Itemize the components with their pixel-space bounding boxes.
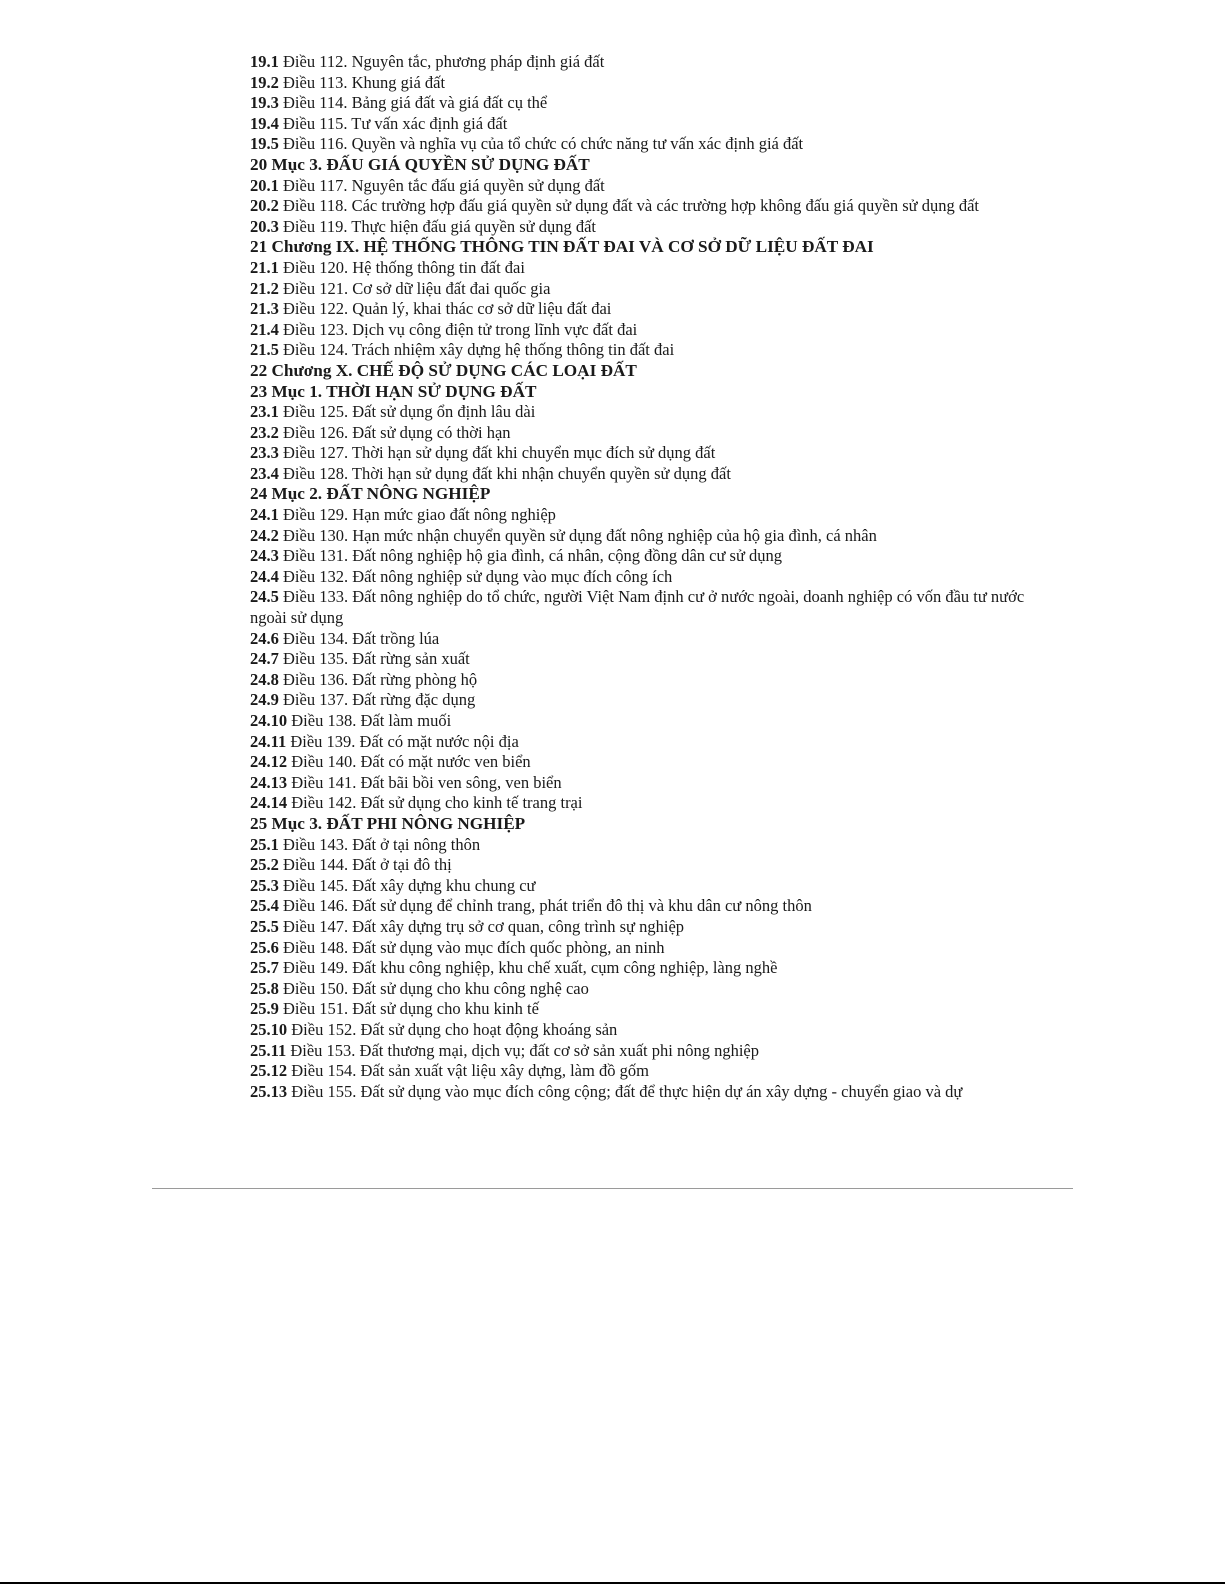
toc-entry[interactable] <box>250 1061 1040 1082</box>
toc-title: Điều 131. Đất nông nghiệp hộ gia đình, cá nhân, cộng đồng dân cư sử dụng <box>283 546 783 566</box>
toc-entry[interactable] <box>250 979 1040 1000</box>
toc-title: Điều 113. Khung giá đất <box>283 72 446 92</box>
toc-number: 20.1 <box>250 175 279 195</box>
table-of-contents <box>250 52 1040 1102</box>
toc-section-heading[interactable] <box>250 382 1040 403</box>
toc-number: 24.6 <box>250 628 279 648</box>
toc-number: 23.3 <box>250 443 279 463</box>
toc-title: Chương X. CHẾ ĐỘ SỬ DỤNG CÁC LOẠI ĐẤT <box>271 360 637 380</box>
toc-entry[interactable] <box>250 1041 1040 1062</box>
toc-number: 24.14 <box>250 793 288 813</box>
toc-title: Điều 132. Đất nông nghiệp sử dụng vào mục đích công ích <box>283 566 673 586</box>
toc-number: 25.5 <box>250 916 279 936</box>
toc-title: Mục 1. THỜI HẠN SỬ DỤNG ĐẤT <box>271 381 537 401</box>
toc-number: 24.3 <box>250 546 279 566</box>
toc-number: 25.2 <box>250 855 279 875</box>
toc-number: 25.1 <box>250 834 279 854</box>
toc-section-heading[interactable] <box>250 155 1040 176</box>
toc-number: 24.7 <box>250 649 279 669</box>
toc-number: 24.9 <box>250 690 279 710</box>
toc-entry[interactable] <box>250 526 1040 547</box>
toc-number: 21.3 <box>250 299 279 319</box>
toc-entry[interactable] <box>250 711 1040 732</box>
toc-entry[interactable] <box>250 567 1040 588</box>
toc-entry[interactable] <box>250 299 1040 320</box>
toc-entry[interactable] <box>250 176 1040 197</box>
toc-entry[interactable] <box>250 855 1040 876</box>
toc-title: Điều 140. Đất có mặt nước ven biển <box>291 752 531 772</box>
toc-title: Điều 146. Đất sử dụng để chỉnh trang, phát triển đô thị và khu dân cư nông thôn <box>283 896 812 916</box>
toc-title: Điều 136. Đất rừng phòng hộ <box>283 669 478 689</box>
toc-entry[interactable] <box>250 917 1040 938</box>
toc-title: Điều 114. Bảng giá đất và giá đất cụ thể <box>283 93 548 113</box>
toc-entry[interactable] <box>250 876 1040 897</box>
toc-title: Điều 153. Đất thương mại, dịch vụ; đất cơ sở sản xuất phi nông nghiệp <box>290 1040 759 1060</box>
toc-entry[interactable] <box>250 629 1040 650</box>
toc-number: 19.5 <box>250 134 279 154</box>
toc-number: 19.4 <box>250 113 279 133</box>
toc-number: 25.8 <box>250 978 279 998</box>
toc-number: 24.12 <box>250 752 288 772</box>
toc-title: Điều 128. Thời hạn sử dụng đất khi nhận chuyển quyền sử dụng đất <box>283 463 731 483</box>
toc-entry[interactable] <box>250 587 1040 628</box>
toc-title: Điều 133. Đất nông nghiệp do tổ chức, người Việt Nam định cư ở nước ngoài, doanh nghiệp có vốn đầu tư nước ngoài sử dụng <box>250 587 1025 628</box>
toc-title: Điều 137. Đất rừng đặc dụng <box>283 690 476 710</box>
toc-title: Điều 141. Đất bãi bồi ven sông, ven biển <box>291 772 562 792</box>
toc-entry[interactable] <box>250 402 1040 423</box>
toc-number: 21.5 <box>250 340 279 360</box>
toc-title: Chương IX. HỆ THỐNG THÔNG TIN ĐẤT ĐAI VÀ CƠ SỞ DỮ LIỆU ĐẤT ĐAI <box>271 237 874 257</box>
toc-title: Điều 124. Trách nhiệm xây dựng hệ thống thông tin đất đai <box>283 340 675 360</box>
toc-title: Điều 119. Thực hiện đấu giá quyền sử dụng đất <box>283 216 596 236</box>
toc-number: 24.13 <box>250 772 288 792</box>
toc-number: 25.7 <box>250 958 279 978</box>
toc-section-heading[interactable] <box>250 361 1040 382</box>
toc-number: 24.5 <box>250 587 279 607</box>
toc-number: 21 <box>250 237 268 257</box>
toc-entry[interactable] <box>250 320 1040 341</box>
toc-title: Điều 139. Đất có mặt nước nội địa <box>290 731 519 751</box>
toc-title: Điều 121. Cơ sở dữ liệu đất đai quốc gia <box>283 278 551 298</box>
toc-number: 25.13 <box>250 1081 288 1101</box>
toc-entry[interactable] <box>250 938 1040 959</box>
toc-number: 23.2 <box>250 422 279 442</box>
toc-title: Điều 150. Đất sử dụng cho khu công nghệ cao <box>283 978 589 998</box>
toc-title: Điều 115. Tư vấn xác định giá đất <box>283 113 508 133</box>
toc-title: Điều 148. Đất sử dụng vào mục đích quốc phòng, an ninh <box>283 937 665 957</box>
toc-title: Điều 155. Đất sử dụng vào mục đích công cộng; đất để thực hiện dự án xây dựng - chuyển giao và dự <box>291 1081 963 1101</box>
toc-title: Điều 134. Đất trồng lúa <box>283 628 440 648</box>
toc-title: Điều 147. Đất xây dựng trụ sở cơ quan, công trình sự nghiệp <box>283 916 685 936</box>
toc-entry[interactable] <box>250 690 1040 711</box>
toc-number: 19.1 <box>250 52 279 71</box>
toc-number: 21.2 <box>250 278 279 298</box>
toc-entry[interactable] <box>250 896 1040 917</box>
toc-entry[interactable] <box>250 340 1040 361</box>
toc-entry[interactable] <box>250 732 1040 753</box>
toc-entry[interactable] <box>250 505 1040 526</box>
toc-section-heading[interactable] <box>250 484 1040 505</box>
toc-entry[interactable] <box>250 217 1040 238</box>
page-divider <box>152 1188 1073 1189</box>
bottom-edge-line <box>0 1582 1225 1584</box>
toc-number: 20.2 <box>250 196 279 216</box>
toc-number: 24 <box>250 484 268 504</box>
toc-entry[interactable] <box>250 443 1040 464</box>
toc-entry[interactable] <box>250 773 1040 794</box>
toc-number: 25.6 <box>250 937 279 957</box>
toc-entry[interactable] <box>250 196 1040 217</box>
toc-section-heading[interactable] <box>250 814 1040 835</box>
toc-entry[interactable] <box>250 1020 1040 1041</box>
toc-title: Điều 122. Quản lý, khai thác cơ sở dữ liệu đất đai <box>283 299 612 319</box>
toc-number: 25.11 <box>250 1040 287 1060</box>
toc-entry[interactable] <box>250 999 1040 1020</box>
toc-number: 21.4 <box>250 319 279 339</box>
toc-title: Điều 138. Đất làm muối <box>291 711 452 730</box>
toc-title: Điều 116. Quyền và nghĩa vụ của tổ chức có chức năng tư vấn xác định giá đất <box>283 134 804 154</box>
toc-entry[interactable] <box>250 258 1040 279</box>
toc-title: Điều 151. Đất sử dụng cho khu kinh tế <box>283 999 539 1019</box>
toc-number: 20.3 <box>250 216 279 236</box>
toc-entry[interactable] <box>250 279 1040 300</box>
toc-entry[interactable] <box>250 464 1040 485</box>
toc-number: 19.2 <box>250 72 279 92</box>
toc-entry[interactable] <box>250 423 1040 444</box>
toc-number: 23 <box>250 381 268 401</box>
toc-entry[interactable] <box>250 52 1040 73</box>
toc-number: 25 <box>250 813 268 833</box>
toc-number: 21.1 <box>250 257 279 277</box>
toc-title: Điều 129. Hạn mức giao đất nông nghiệp <box>283 505 556 525</box>
toc-title: Điều 149. Đất khu công nghiệp, khu chế xuất, cụm công nghiệp, làng nghề <box>283 958 778 978</box>
toc-entry[interactable] <box>250 114 1040 135</box>
toc-title: Điều 135. Đất rừng sản xuất <box>283 649 470 669</box>
toc-section-heading[interactable] <box>250 237 1040 258</box>
toc-number: 25.12 <box>250 1061 288 1081</box>
toc-number: 24.4 <box>250 566 279 586</box>
toc-title: Điều 120. Hệ thống thông tin đất đai <box>283 257 525 277</box>
toc-number: 23.1 <box>250 402 279 422</box>
toc-title: Điều 142. Đất sử dụng cho kinh tế trang trại <box>291 793 583 813</box>
toc-number: 25.10 <box>250 1019 288 1039</box>
toc-title: Điều 117. Nguyên tắc đấu giá quyền sử dụng đất <box>283 175 605 195</box>
toc-number: 22 <box>250 360 268 380</box>
toc-number: 25.4 <box>250 896 279 916</box>
toc-number: 24.11 <box>250 731 287 751</box>
toc-number: 23.4 <box>250 463 279 483</box>
toc-number: 24.8 <box>250 669 279 689</box>
toc-title: Điều 130. Hạn mức nhận chuyển quyền sử dụng đất nông nghiệp của hộ gia đình, cá nhân <box>283 525 877 545</box>
toc-title: Điều 125. Đất sử dụng ổn định lâu dài <box>283 402 536 422</box>
toc-title: Mục 3. ĐẤT PHI NÔNG NGHIỆP <box>271 813 526 833</box>
toc-entry[interactable] <box>250 93 1040 114</box>
toc-number: 25.9 <box>250 999 279 1019</box>
toc-title: Điều 123. Dịch vụ công điện tử trong lĩnh vực đất đai <box>283 319 638 339</box>
toc-title: Điều 154. Đất sản xuất vật liệu xây dựng, làm đồ gốm <box>291 1061 649 1081</box>
toc-title: Điều 143. Đất ở tại nông thôn <box>283 834 481 854</box>
toc-entry[interactable] <box>250 793 1040 814</box>
toc-title: Điều 144. Đất ở tại đô thị <box>283 855 452 875</box>
toc-title: Điều 126. Đất sử dụng có thời hạn <box>283 422 511 442</box>
toc-entry[interactable] <box>250 752 1040 773</box>
toc-title: Điều 112. Nguyên tắc, phương pháp định giá đất <box>283 52 605 71</box>
toc-title: Mục 3. ĐẤU GIÁ QUYỀN SỬ DỤNG ĐẤT <box>271 154 590 174</box>
toc-entry[interactable] <box>250 649 1040 670</box>
toc-entry[interactable] <box>250 670 1040 691</box>
toc-title: Điều 152. Đất sử dụng cho hoạt động khoáng sản <box>291 1019 618 1039</box>
toc-entry[interactable] <box>250 134 1040 155</box>
toc-number: 24.1 <box>250 505 279 525</box>
toc-number: 20 <box>250 154 268 174</box>
toc-entry[interactable] <box>250 1082 1040 1103</box>
toc-title: Điều 118. Các trường hợp đấu giá quyền sử dụng đất và các trường hợp không đấu giá quyền sử dụng đất <box>283 196 980 216</box>
toc-number: 24.10 <box>250 711 288 730</box>
toc-entry[interactable] <box>250 958 1040 979</box>
toc-title: Mục 2. ĐẤT NÔNG NGHIỆP <box>271 484 491 504</box>
toc-title: Điều 145. Đất xây dựng khu chung cư <box>283 875 536 895</box>
toc-entry[interactable] <box>250 73 1040 94</box>
toc-entry[interactable] <box>250 546 1040 567</box>
toc-number: 25.3 <box>250 875 279 895</box>
toc-entry[interactable] <box>250 835 1040 856</box>
toc-title: Điều 127. Thời hạn sử dụng đất khi chuyển mục đích sử dụng đất <box>283 443 716 463</box>
toc-number: 24.2 <box>250 525 279 545</box>
toc-number: 19.3 <box>250 93 279 113</box>
